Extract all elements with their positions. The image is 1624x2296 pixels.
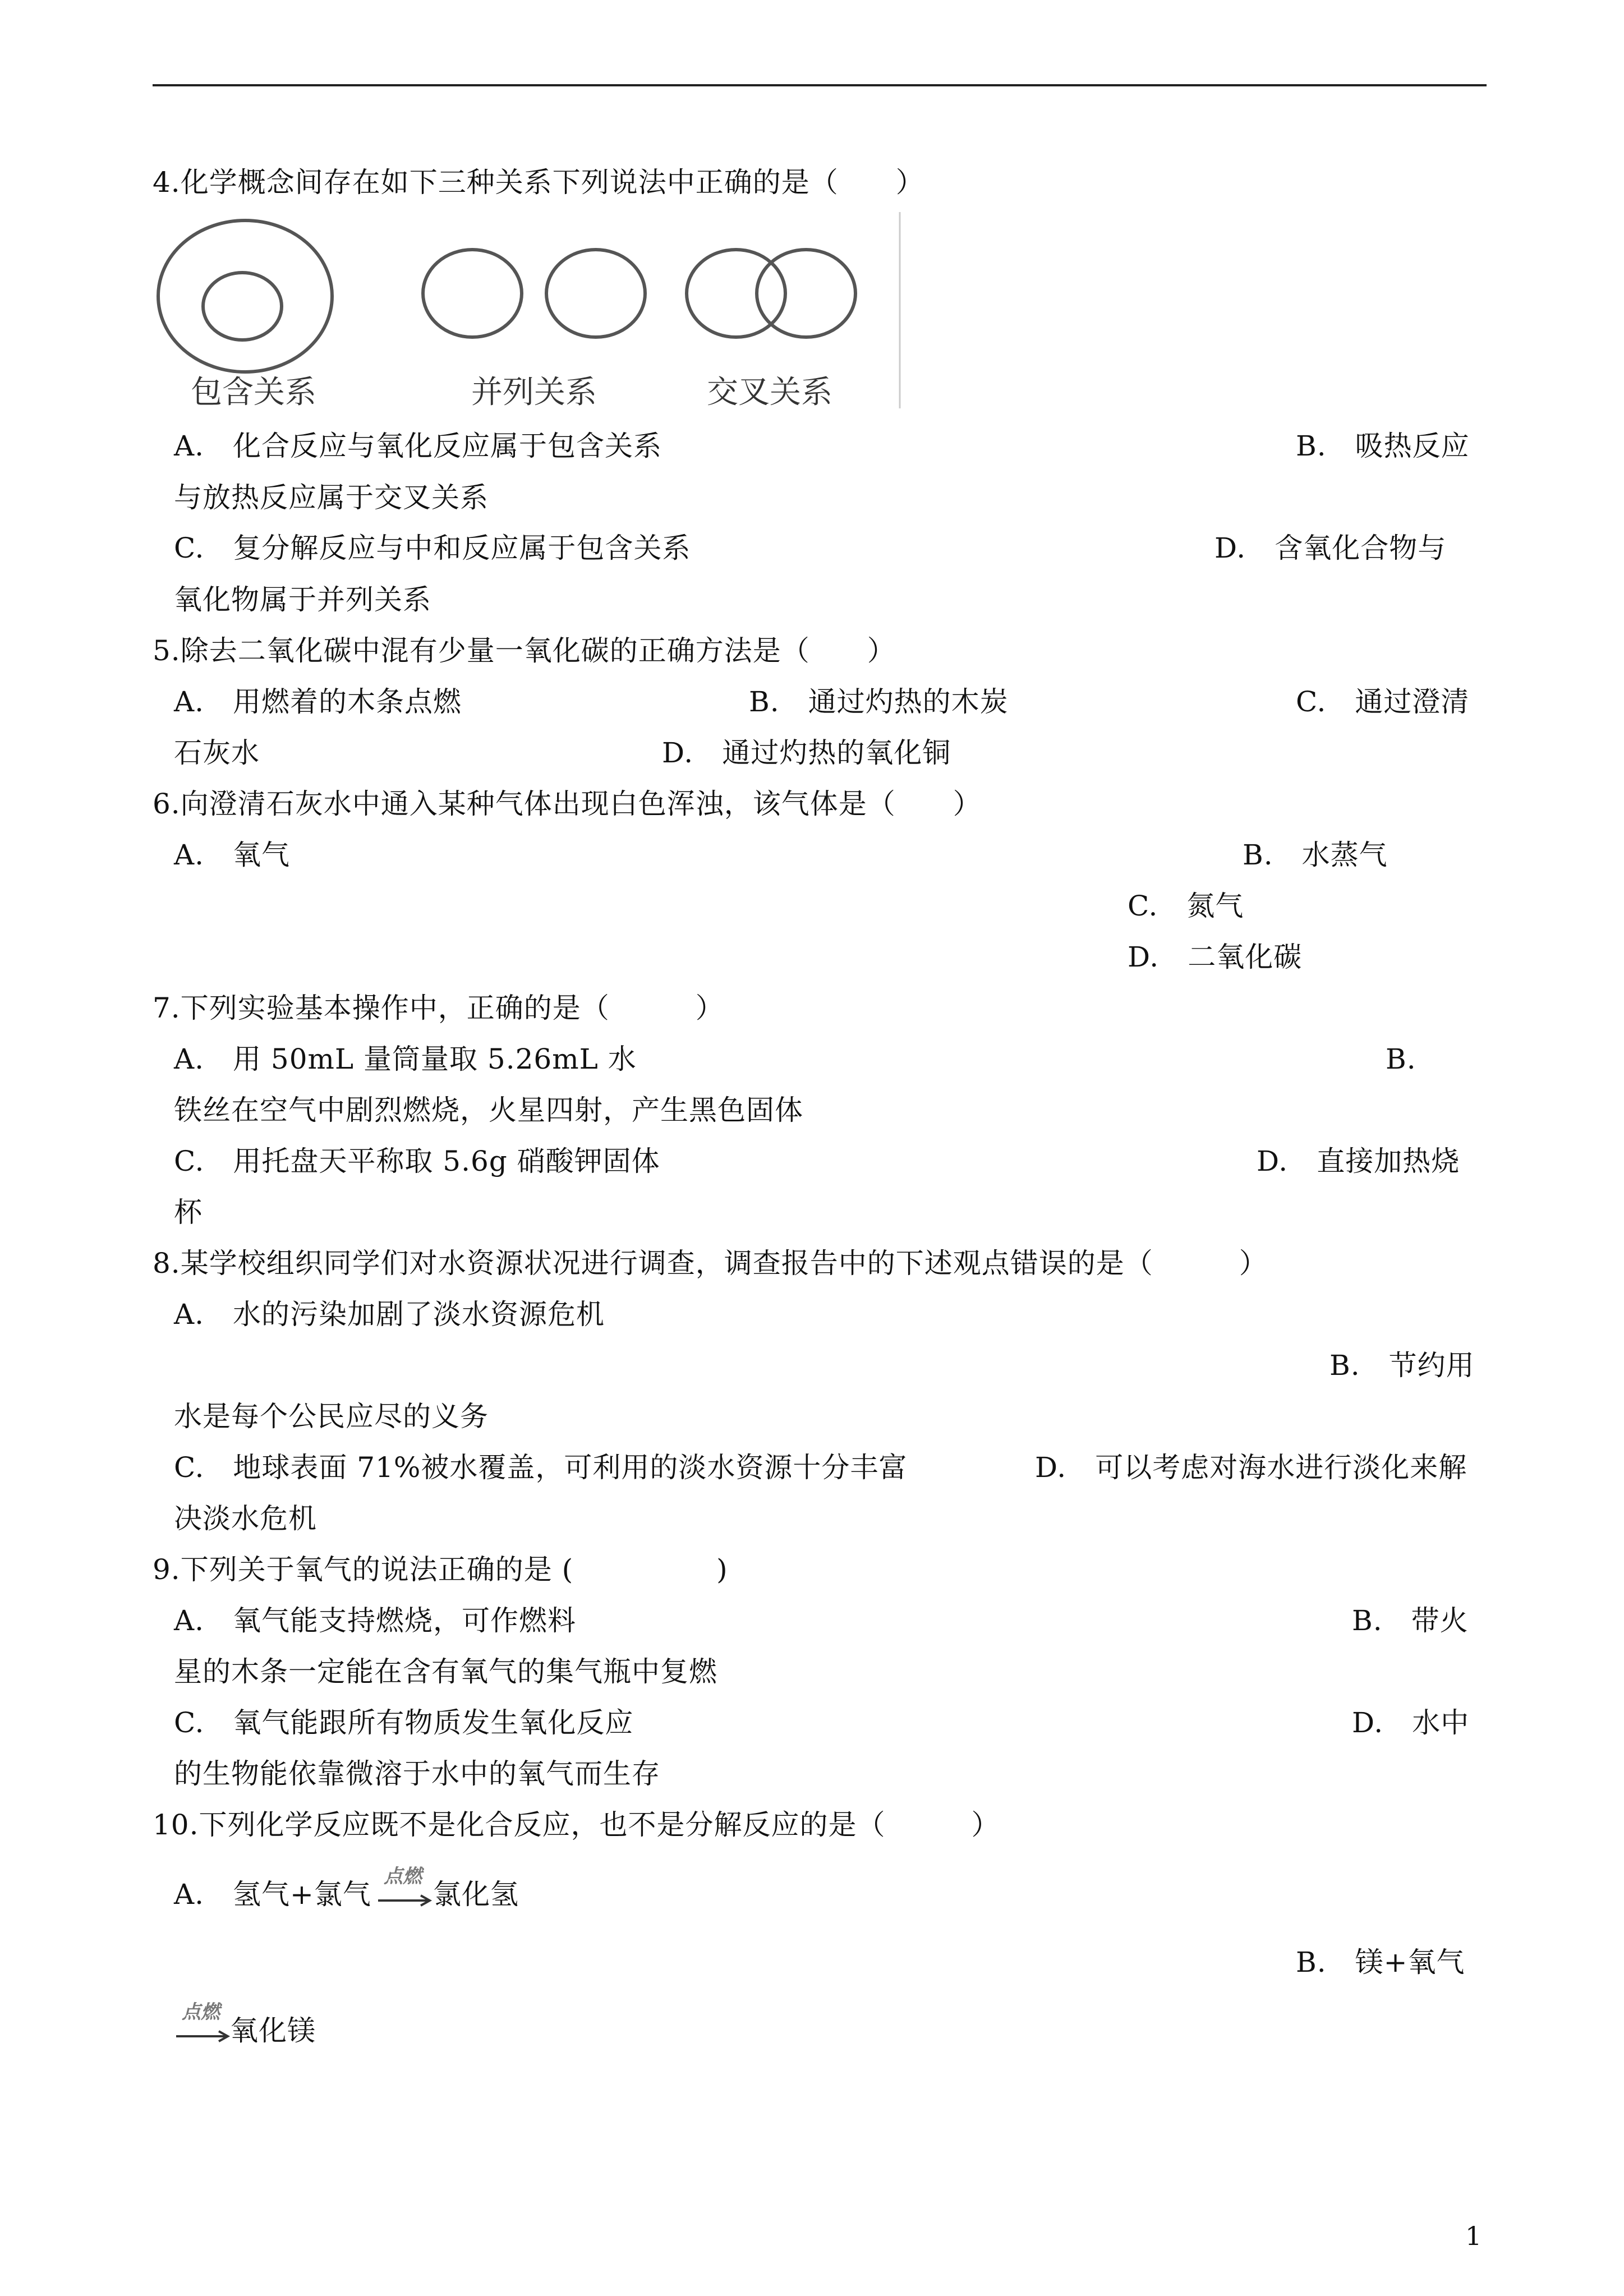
arrow-ignite-a: [376, 1861, 435, 1915]
q7-option-b: B.: [1386, 1043, 1416, 1075]
q6-option-a: A. 氧气: [174, 839, 291, 871]
q5-option-d: D. 通过灼热的氧化铜: [662, 737, 951, 769]
q8-option-b-cont: 水是每个公民应尽的义务: [174, 1400, 489, 1433]
q5-option-c-cont: 石灰水: [174, 737, 260, 769]
q4-option-a: A. 化合反应与氧化反应属于包含关系: [174, 430, 663, 462]
q8-stem: 8.某学校组织同学们对水资源状况进行调查，调查报告中的下述观点错误的是（ ）: [153, 1247, 1268, 1280]
q9-option-d-cont: 的生物能依靠微溶于水中的氧气而生存: [174, 1757, 660, 1790]
q7-option-b-cont: 铁丝在空气中剧烈燃烧，火星四射，产生黑色固体: [174, 1094, 803, 1126]
q6-stem: 6.向澄清石灰水中通入某种气体出现白色浑浊，该气体是（ ）: [153, 788, 982, 820]
q7-option-a: A. 用 50mL 量筒量取 5.26mL 水: [174, 1043, 637, 1075]
inner-circle-include: [203, 273, 282, 340]
left-circle-parallel: [423, 250, 522, 337]
q9-option-c: C. 氧气能跟所有物质发生氧化反应: [174, 1706, 634, 1739]
q6-option-c: C. 氮气: [1128, 890, 1244, 922]
q5-option-a: A. 用燃着的木条点燃: [174, 685, 462, 718]
label-parallel: 并列关系: [471, 374, 597, 411]
q4-option-c: C. 复分解反应与中和反应属于包含关系: [174, 532, 691, 564]
q6-option-d: D. 二氧化碳: [1128, 941, 1303, 973]
arrow-label-b: 点燃: [182, 2001, 220, 2023]
q9-option-b: B. 带火: [1352, 1604, 1469, 1637]
q10-stem: 10.下列化学反应既不是化合反应，也不是分解反应的是（ ）: [153, 1809, 1000, 1841]
q10-option-b-lhs: B. 镁+氧气: [1296, 1946, 1465, 1978]
q9-option-a: A. 氧气能支持燃烧，可作燃料: [174, 1604, 577, 1637]
q4-option-d: D. 含氧化合物与: [1214, 532, 1447, 564]
label-include: 包含关系: [191, 374, 316, 411]
q4-stem: 4.化学概念间存在如下三种关系下列说法中正确的是（ ）: [153, 166, 924, 199]
q6-option-b: B. 水蒸气: [1243, 839, 1388, 871]
q9-stem: 9.下列关于氧气的说法正确的是 ( ): [153, 1553, 728, 1586]
q8-option-a: A. 水的污染加剧了淡水资源危机: [174, 1298, 605, 1331]
header-rule: [153, 84, 1487, 86]
q4-option-b: B. 吸热反应: [1296, 430, 1470, 462]
q5-option-c: C. 通过澄清: [1296, 685, 1470, 718]
q5-option-b: B. 通过灼热的木炭: [749, 685, 1009, 718]
q7-option-c: C. 用托盘天平称取 5.6g 硝酸钾固体: [174, 1145, 660, 1177]
outer-circle-include: [158, 220, 332, 372]
right-circle-parallel: [546, 250, 645, 337]
q10-option-a-rhs: 氯化氢: [433, 1878, 519, 1911]
q7-option-d: D. 直接加热烧: [1257, 1145, 1460, 1177]
q4-option-b-cont: 与放热反应属于交叉关系: [174, 481, 489, 514]
relation-diagram: [153, 212, 904, 420]
q7-option-d-cont: 杯: [174, 1196, 203, 1228]
q10-option-a-lhs: A. 氢气+氯气: [174, 1878, 371, 1911]
q4-option-d-cont: 氧化物属于并列关系: [174, 583, 431, 616]
q8-option-d: D. 可以考虑对海水进行淡化来解: [1035, 1451, 1467, 1484]
q9-option-d: D. 水中: [1352, 1706, 1470, 1739]
q8-option-b: B. 节约用: [1329, 1349, 1475, 1382]
q10-option-b-rhs: 氧化镁: [230, 2014, 316, 2047]
label-intersect: 交叉关系: [707, 374, 832, 411]
q8-option-c: C. 地球表面 71%被水覆盖，可利用的淡水资源十分丰富: [174, 1451, 908, 1484]
page-number: 1: [1465, 2221, 1482, 2251]
q5-stem: 5.除去二氧化碳中混有少量一氧化碳的正确方法是（ ）: [153, 634, 896, 667]
arrow-ignite-b: [174, 1997, 233, 2050]
right-circle-intersect: [757, 250, 855, 337]
q9-option-b-cont: 星的木条一定能在含有氧气的集气瓶中复燃: [174, 1655, 717, 1688]
q8-option-d-cont: 决淡水危机: [174, 1502, 317, 1535]
q7-stem: 7.下列实验基本操作中，正确的是（ ）: [153, 992, 724, 1024]
arrow-label-a: 点燃: [384, 1865, 422, 1888]
